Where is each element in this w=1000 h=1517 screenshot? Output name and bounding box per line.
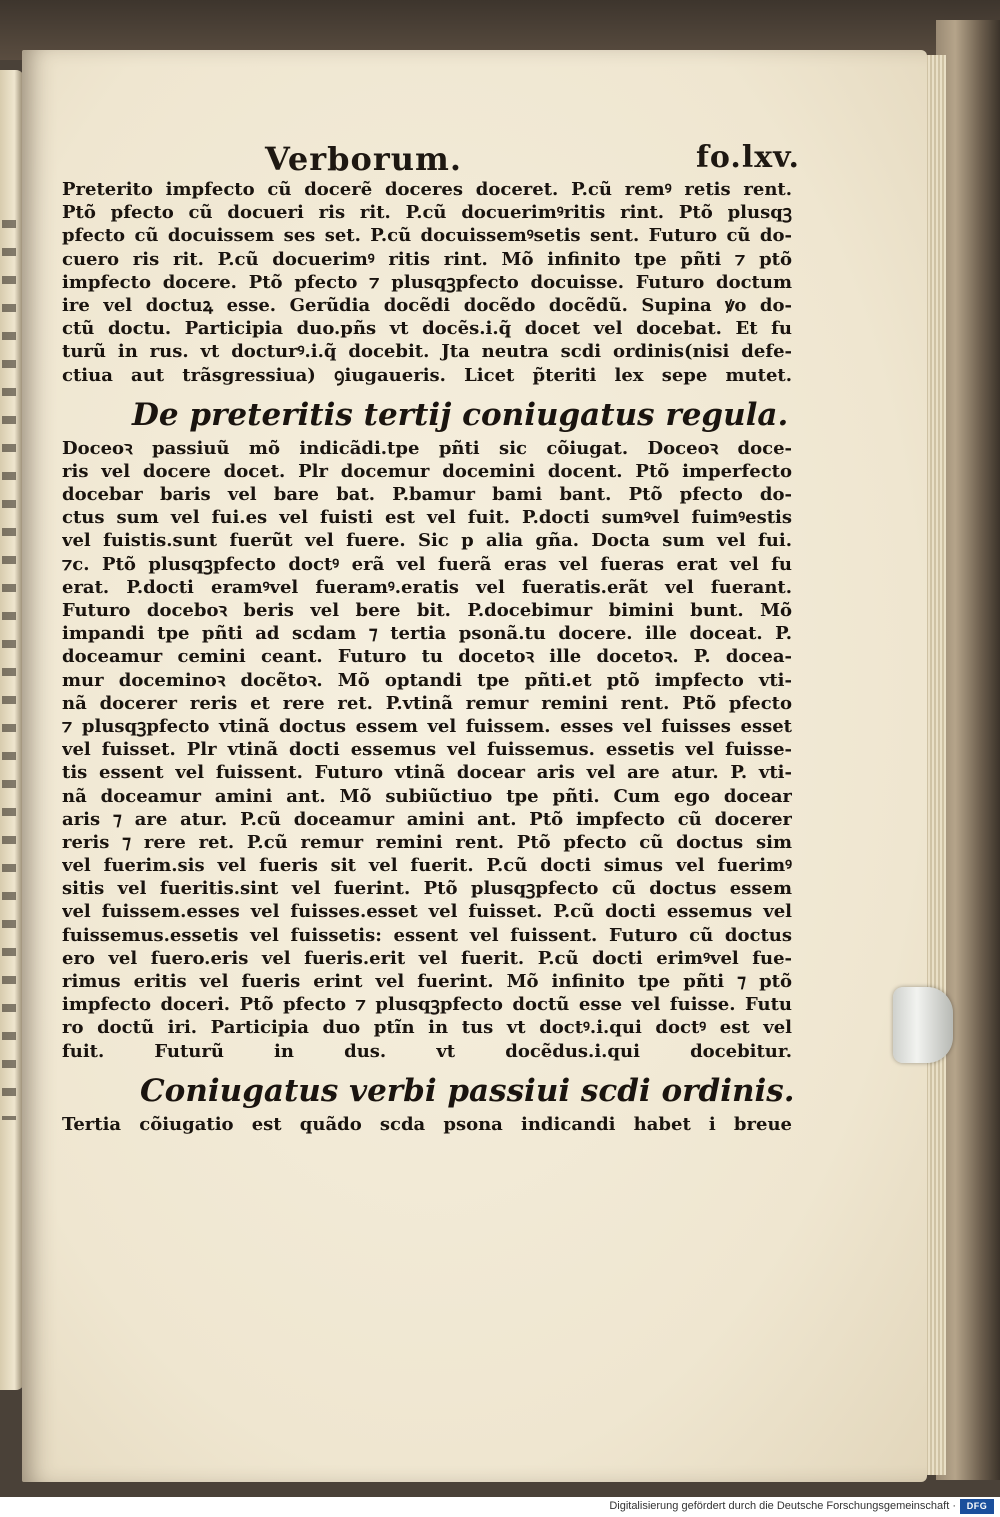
paragraph-section-3 (62, 1113, 792, 1136)
footer-credit: Digitalisierung gefördert durch die Deutsche Forschungsgemeinschaft · (609, 1500, 956, 1512)
text-line: Futuro doceboꝛ beris vel bere bit. P.docebimur bimini bunt. Mõ (62, 600, 792, 621)
text-line: turũ in rus. vt docturꝰ.i.q̃ docebit. Jta neutra scdi ordinis(nisi defe- (62, 341, 792, 363)
section-heading-tertii-coniugatus: De preteritis tertij coniugatus regula. (132, 396, 789, 433)
text-line: impfecto doceri. Ptõ pfecto ⁊ plusqꝫpfecto doctũ esse vel fuisse. Futu (62, 994, 792, 1016)
text-line: fuit. Futurũ in dus. vt docẽdus.i.qui docebitur. (62, 1040, 792, 1062)
text-line: ro doctũ iri. Participia duo ptĩn in tus vt doctꝰ.i.qui doctꝰ est vel (62, 1017, 792, 1039)
text-line: ctus sum vel fui.es vel fuisti est vel fuit. P.docti sumꝰvel fuimꝰestis (62, 507, 792, 529)
running-head: Verborum. (265, 140, 462, 178)
text-line: mur doceminoꝛ docẽtoꝛ. Mõ optandi tpe pñti.et ptõ impfecto vti- (62, 669, 792, 691)
text-line: ris vel docere docet. Plr docemur docemini docent. Ptõ imperfecto (62, 460, 792, 482)
text-line: sitis vel fueritis.sint vel fuerint. Ptõ plusqꝫpfecto cũ doctus essem (62, 878, 792, 900)
text-line: impfecto docere. Ptõ pfecto ⁊ plusqꝫpfecto docuisse. Futuro doctum (62, 271, 792, 293)
text-line: nã doceamur amini ant. Mõ subiũctiuo tpe pñti. Cum ego docear (62, 785, 792, 807)
digitization-footer (0, 1497, 1000, 1517)
text-line: doceamur cemini ceant. Futuro tu docetoꝛ ille docetoꝛ. P. docea- (62, 646, 792, 668)
dfg-logo: DFG (960, 1499, 994, 1514)
text-line: erat. P.docti eramꝰvel fueramꝰ.eratis vel fueratis.erãt vel fuerant. (62, 576, 792, 598)
text-line: impandi tpe pñti ad scdam ⁊ tertia psonã.tu docere. ille doceat. P. (62, 623, 792, 645)
text-line: ctiua aut trãsgressiua) ꝯiugaueris. Licet p̃teriti lex sepe mutet. (62, 364, 792, 386)
text-line: Ptõ pfecto cũ docueri ris rit. P.cũ docuerimꝰritis rint. Ptõ plusqꝫ (62, 202, 792, 224)
text-line: rimus eritis vel fueris erint vel fuerint. Mõ infinito tpe pñti ⁊ ptõ (62, 971, 792, 992)
text-line: docebar baris vel bare bat. P.bamur bami bant. Ptõ pfecto do- (62, 484, 792, 506)
text-line: fuissemus.essetis vel fuissetis: essent vel fuissent. Futuro cũ doctus (62, 924, 792, 946)
folio-number: fo.lxv. (696, 140, 800, 175)
text-line: ero vel fuero.eris vel fueris.erit vel fuerit. P.cũ docti erimꝰvel fue- (62, 947, 792, 969)
text-line: vel fuissem.esses vel fuisses.esset vel fuisset. P.cũ docti essemus vel (62, 901, 792, 923)
text-line: Doceoꝛ passiuũ mõ indicãdi.tpe pñti sic cõiugat. Doceoꝛ doce- (62, 437, 792, 459)
text-line: ire vel doctuꝝ esse. Gerũdia docẽdi docẽdo docẽdũ. Supina ꝟo do- (62, 294, 792, 316)
page-clip (893, 987, 953, 1063)
text-line: Tertia cõiugatio est quãdo scda psona indicandi habet i breue (62, 1113, 792, 1135)
text-line: ⁊ plusqꝫpfecto vtinã doctus essem vel fuissem. esses vel fuisses esset (62, 715, 792, 737)
text-line: nã docerer reris et rere ret. P.vtinã remur remini rent. Ptõ pfecto (62, 692, 792, 714)
paragraph-section-2 (62, 437, 792, 1063)
text-line: vel fuisset. Plr vtinã docti essemus vel fuissemus. essetis vel fuisse- (62, 739, 792, 761)
text-line: cuero ris rit. P.cũ docuerimꝰ ritis rint. Mõ infinito tpe pñti ⁊ ptõ (62, 248, 792, 270)
text-line: aris ⁊ are atur. P.cũ doceamur amini ant. Ptõ impfecto cũ docerer (62, 808, 792, 830)
paragraph-section-1 (62, 178, 792, 387)
facing-page-edge (0, 70, 24, 1390)
text-line: ctũ doctu. Participia duo.pñs vt docẽs.i.q̃ docet vel docebat. Et fu (62, 318, 792, 340)
text-line: vel fuerim.sis vel fueris sit vel fuerit. P.cũ docti simus vel fuerimꝰ (62, 855, 792, 877)
page-header (140, 140, 800, 182)
text-block (62, 178, 795, 1136)
text-line: reris ⁊ rere ret. P.cũ remur remini rent. Ptõ pfecto cũ doctus sim (62, 831, 792, 853)
text-line: vel fuistis.sunt fuerũt vel fuere. Sic p alia gña. Docta sum vel fui. (62, 530, 792, 552)
text-line: Preterito impfecto cũ docerẽ doceres doceret. P.cũ remꝰ retis rent. (62, 179, 792, 200)
text-line: ⁊c. Ptõ plusqꝫpfecto doctꝰ erã vel fuerã eras vel fueras erat vel fu (62, 553, 792, 575)
text-line: pfecto cũ docuissem ses set. P.cũ docuissemꝰsetis sent. Futuro cũ do- (62, 225, 792, 247)
text-line: tis essent vel fuissent. Futuro vtinã docear aris vel are atur. P. vti- (62, 762, 792, 784)
section-heading-verbi-passivi: Coniugatus verbi passiui scdi ordinis. (140, 1072, 795, 1109)
facing-page-text-fragment (2, 220, 16, 1120)
